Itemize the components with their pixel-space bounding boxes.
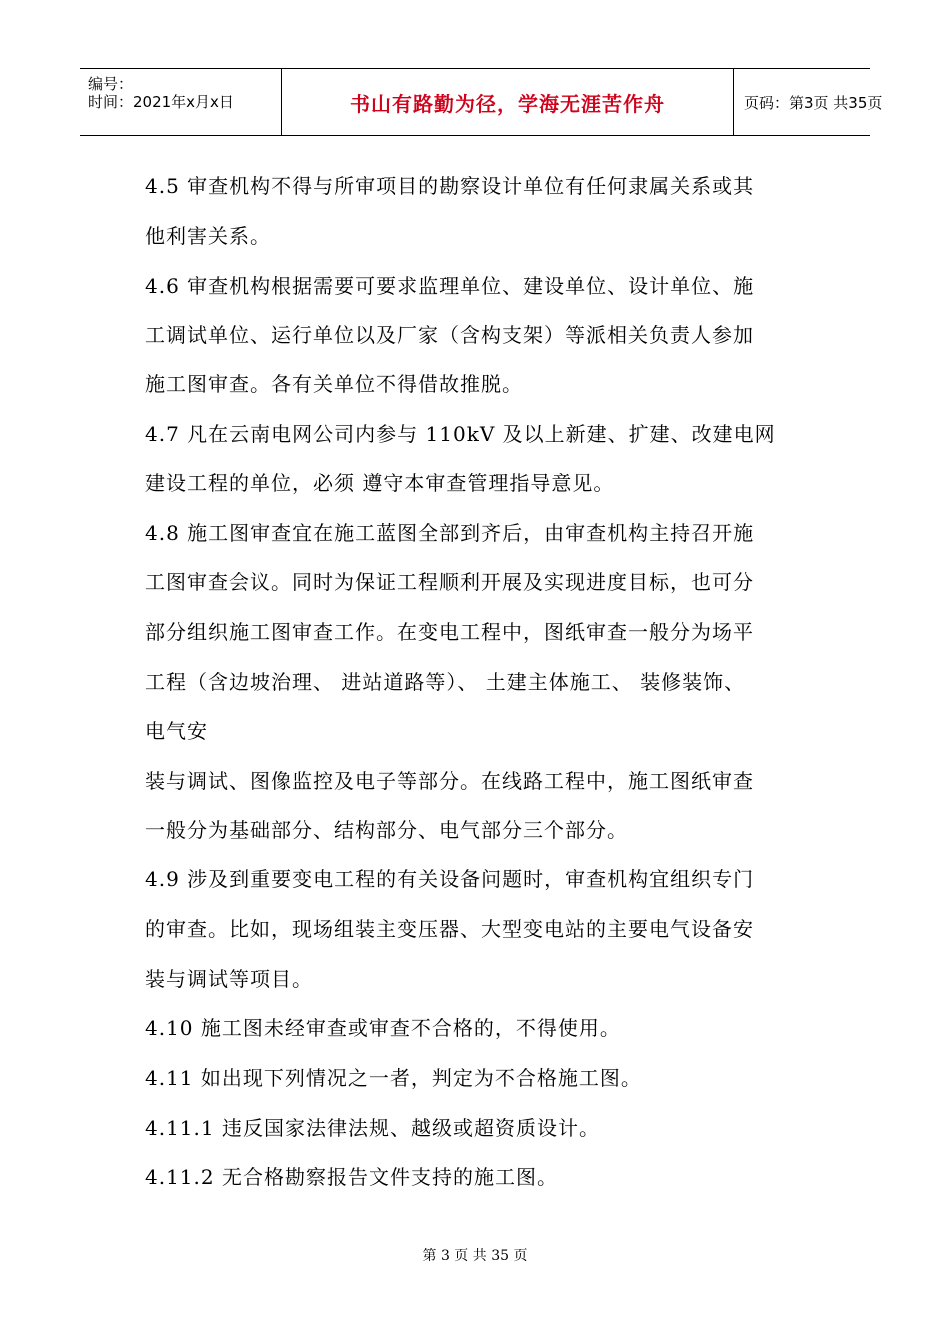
body-line: 工图审查会议。同时为保证工程顺利开展及实现进度目标，也可分 bbox=[145, 570, 754, 594]
page-header bbox=[80, 68, 883, 136]
header-motto-cell bbox=[282, 69, 734, 135]
body-line: 施工图审查。各有关单位不得借故推脱。 bbox=[145, 372, 523, 396]
body-line: 4.11.2 无合格勘察报告文件支持的施工图。 bbox=[145, 1165, 558, 1189]
body-line: 装与调试等项目。 bbox=[145, 967, 313, 991]
body-line: 装与调试、图像监控及电子等部分。在线路工程中，施工图纸审查 bbox=[145, 769, 754, 793]
body-line: 的审查。比如，现场组装主变压器、大型变电站的主要电气设备安 bbox=[145, 917, 754, 941]
document-number-label: 编号： bbox=[88, 75, 134, 93]
body-line: 4.11.1 违反国家法律法规、越级或超资质设计。 bbox=[145, 1116, 600, 1140]
body-line: 建设工程的单位，必须 遵守本审查管理指导意见。 bbox=[145, 471, 615, 495]
header-meta-cell bbox=[80, 69, 282, 135]
header-page-info: 页码：第3页 共35页 bbox=[744, 93, 883, 112]
body-line: 工程（含边坡治理、 进站道路等）、 土建主体施工、 装修装饰、 bbox=[145, 670, 746, 694]
body-line: 4.10 施工图未经审查或审查不合格的，不得使用。 bbox=[145, 1016, 621, 1040]
body-line: 他利害关系。 bbox=[145, 224, 271, 248]
body-line: 部分组织施工图审查工作。在变电工程中，图纸审查一般分为场平 bbox=[145, 620, 754, 644]
body-line: 4.9 涉及到重要变电工程的有关设备问题时，审查机构宜组织专门 bbox=[145, 867, 755, 891]
body-line: 4.11 如出现下列情况之一者，判定为不合格施工图。 bbox=[145, 1066, 642, 1090]
body-line: 4.5 审查机构不得与所审项目的勘察设计单位有任何隶属关系或其 bbox=[145, 174, 755, 198]
page-footer: 第 3 页 共 35 页 bbox=[422, 1248, 528, 1264]
document-time-label: 时间：2021年x月x日 bbox=[88, 93, 234, 111]
body-line: 4.7 凡在云南电网公司内参与 110kV 及以上新建、扩建、改建电网 bbox=[145, 422, 776, 446]
header-motto: 书山有路勤为径，学海无涯苦作舟 bbox=[350, 91, 665, 116]
body-line: 一般分为基础部分、结构部分、电气部分三个部分。 bbox=[145, 818, 628, 842]
body-line: 工调试单位、运行单位以及厂家（含构支架）等派相关负责人参加 bbox=[145, 323, 754, 347]
body-line: 4.6 审查机构根据需要可要求监理单位、建设单位、设计单位、施 bbox=[145, 274, 755, 298]
body-line: 电气安 bbox=[145, 719, 208, 743]
body-line: 4.8 施工图审查宜在施工蓝图全部到齐后，由审查机构主持召开施 bbox=[145, 521, 755, 545]
